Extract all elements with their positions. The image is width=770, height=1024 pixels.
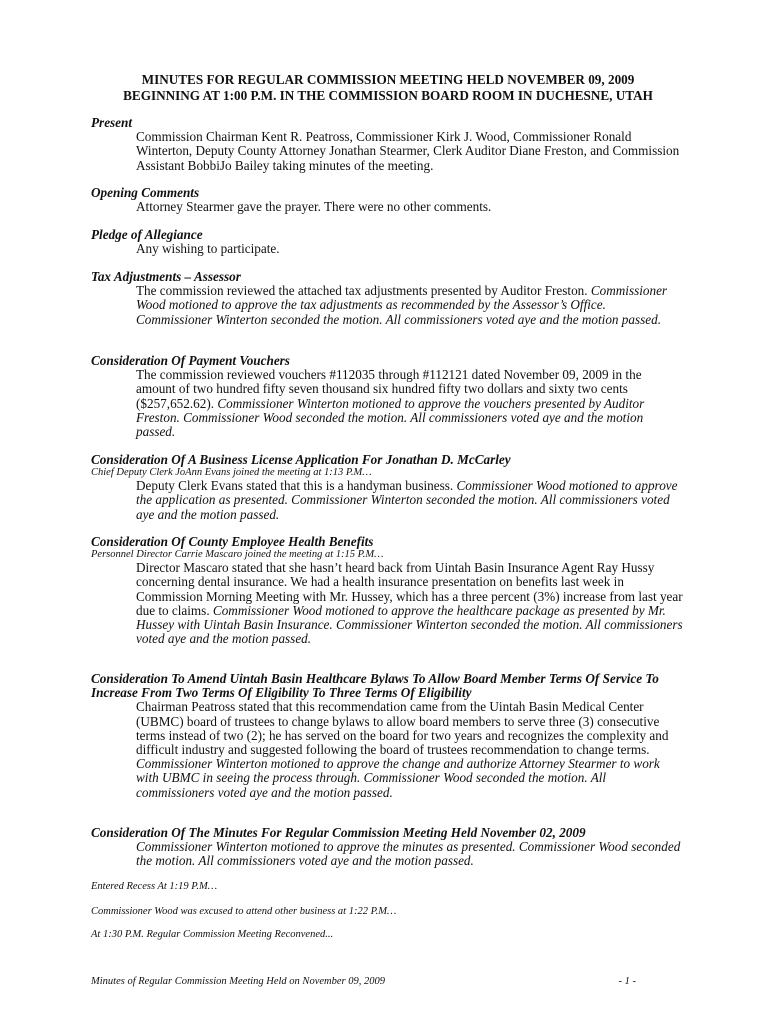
section-body (136, 700, 684, 799)
section-business-license (91, 453, 691, 522)
section-body (136, 284, 684, 327)
page-title: MINUTES FOR REGULAR COMMISSION MEETING HELD NOVEMBER 09, 2009 BEGINNING AT 1:00 P.M. IN THE COMMISSION BOARD ROOM IN DUCHESNE, UTAH (123, 72, 653, 103)
section-health-benefits (91, 535, 691, 646)
recess-note: Entered Recess At 1:19 P.M… (91, 881, 218, 892)
motion-text: Commissioner Wood motioned to approve the application as presented. Commissioner Winterton seconded the motion. All commissioners voted aye and the motion passed. (136, 478, 678, 522)
section-heading: Present (91, 115, 133, 130)
section-body: Any wishing to participate. (136, 241, 280, 257)
section-minutes-approval (91, 826, 691, 869)
section-healthcare-bylaws (91, 672, 691, 800)
reconvened-note: At 1:30 P.M. Regular Commission Meeting Reconvened... (91, 929, 334, 940)
section-body: Attorney Stearmer gave the prayer. There were no other comments. (136, 199, 492, 215)
excused-note: Commissioner Wood was excused to attend other business at 1:22 P.M… (91, 906, 397, 917)
motion-text: Commissioner Winterton motioned to approve the vouchers presented by Auditor Freston. Commissioner Wood seconded the motion. All commissioners voted aye and the motion passed. (136, 395, 645, 440)
section-opening-comments (91, 186, 691, 214)
page-footer (91, 976, 636, 987)
section-note: Personnel Director Carrie Mascaro joined the meeting at 1:15 P.M… (91, 549, 384, 561)
body-text: The commission reviewed vouchers #112035 through #112121 dated November 09, 2009 in the amount of two hundred fifty seven thousand six hundred fifty two dollars and sixty two cents ($257,652.62). (136, 367, 642, 411)
footer-text: Minutes of Regular Commission Meeting Held on November 09, 2009 (91, 976, 385, 987)
section-heading: Consideration Of County Employee Health Benefits (91, 534, 374, 549)
body-text: Chairman Peatross stated that this recommendation came from the Uintah Basin Medical Center (UBMC) board of trustees to change bylaws to allow board members to serve three (3) consecutive terms instead of two (2); he has served on the board for two years and recognizes the complexity and difficult industry and suggested following the board of trustees recommendation to change terms. (136, 699, 669, 758)
motion-text: Commissioner Winterton motioned to approve the minutes as presented. Commissioner Wood seconded the motion. All commissioners voted aye and the motion passed. (136, 839, 681, 869)
section-pledge (91, 228, 691, 256)
section-body (136, 368, 684, 439)
section-heading: Tax Adjustments – Assessor (91, 269, 241, 284)
section-note: Chief Deputy Clerk JoAnn Evans joined the meeting at 1:13 P.M… (91, 467, 372, 479)
section-payment-vouchers (91, 354, 691, 439)
section-heading: Consideration Of The Minutes For Regular Commission Meeting Held November 02, 2009 (91, 825, 586, 840)
section-body (136, 561, 684, 646)
section-heading: Consideration Of Payment Vouchers (91, 353, 290, 368)
section-heading: Pledge of Allegiance (91, 227, 203, 242)
motion-text: Commissioner Wood motioned to approve the healthcare package as presented by Mr. Hussey with Uintah Basin Insurance. Commissioner Winterton seconded the motion. All commissioners voted aye and the motion passed. (136, 602, 683, 647)
section-heading: Consideration Of A Business License Application For Jonathan D. McCarley (91, 452, 511, 467)
section-body: Commission Chairman Kent R. Peatross, Commissioner Kirk J. Wood, Commissioner Ronald Winterton, Deputy County Attorney Jonathan Stearmer, Clerk Auditor Diane Freston, and Commission Assistant BobbiJo Bailey taking minutes of the meeting. (136, 129, 680, 173)
section-body (136, 479, 684, 522)
section-tax-adjustments (91, 270, 691, 327)
motion-text: Commissioner Winterton motioned to approve the change and authorize Attorney Stearmer to work with UBMC in seeing the process through. Commissioner Wood seconded the motion. All commissioners voted aye and the motion passed. (136, 756, 660, 800)
body-text: Director Mascaro stated that she hasn’t heard back from Uintah Basin Insurance Agent Ray Hussy concerning dental insurance. We had a health insurance presentation on benefits last week in Commission Morning Meeting with Mr. Hussey, which has a three percent (3%) increase from last year due to claims. (136, 560, 683, 618)
body-text: The commission reviewed the attached tax adjustments presented by Auditor Freston. (136, 283, 588, 299)
motion-text: Commissioner Wood motioned to approve the tax adjustments as recommended by the Assessor’s Office. Commissioner Winterton seconded the motion. All commissioners voted aye and the motion passed. (136, 283, 668, 327)
section-heading: Opening Comments (91, 185, 200, 200)
body-text: Deputy Clerk Evans stated that this is a handyman business. (136, 478, 454, 494)
page-number: - 1 - (618, 976, 636, 987)
section-present (91, 116, 691, 173)
section-heading: Consideration To Amend Uintah Basin Healthcare Bylaws To Allow Board Member Terms Of Service To Increase From Two Terms Of Eligibility To Three Terms Of Eligibility (91, 671, 659, 701)
